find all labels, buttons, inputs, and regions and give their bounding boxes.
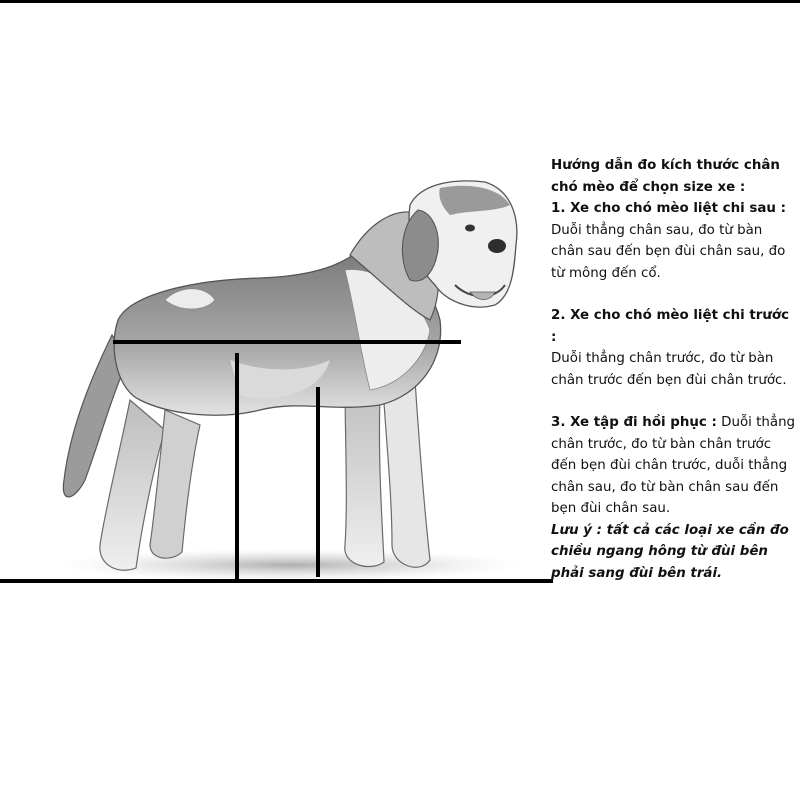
section-1-body: Duỗi thẳng chân sau, đo từ bàn chân sau đến bẹn đùi chân sau, đo từ mông đến cổ. [551,222,786,281]
section-1-heading: 1. Xe cho chó mèo liệt chi sau : [551,201,786,216]
note: Lưu ý : tất cả các loại xe cần đo chiều ngang hông từ đùi bên phải sang đùi bên trái. [551,522,789,581]
guide-title: Hướng dẫn đo kích thước chân chó mèo để chọn size xe : [551,158,780,195]
dog-eye [465,225,475,232]
spacer [551,284,797,305]
section-3 [551,412,797,520]
section-2-heading: 2. Xe cho chó mèo liệt chi trước : [551,308,790,345]
measurement-instructions [551,155,797,584]
section-3-body: Duỗi thẳng chân trước, đo từ bàn chân trước đến bẹn đùi chân trước, duỗi thẳng chân sau, đo từ bàn chân sau đến bẹn đùi chân sau. [551,415,796,516]
section-2 [551,305,797,391]
dog-front-leg-left [345,380,384,567]
section-3-heading: 3. Xe tập đi hồi phục : [551,415,717,430]
section-1 [551,198,797,284]
spacer [551,391,797,412]
dog-nose [488,239,506,253]
section-2-body: Duỗi thẳng chân trước, đo từ bàn chân trước đến bẹn đùi chân trước. [551,351,787,388]
